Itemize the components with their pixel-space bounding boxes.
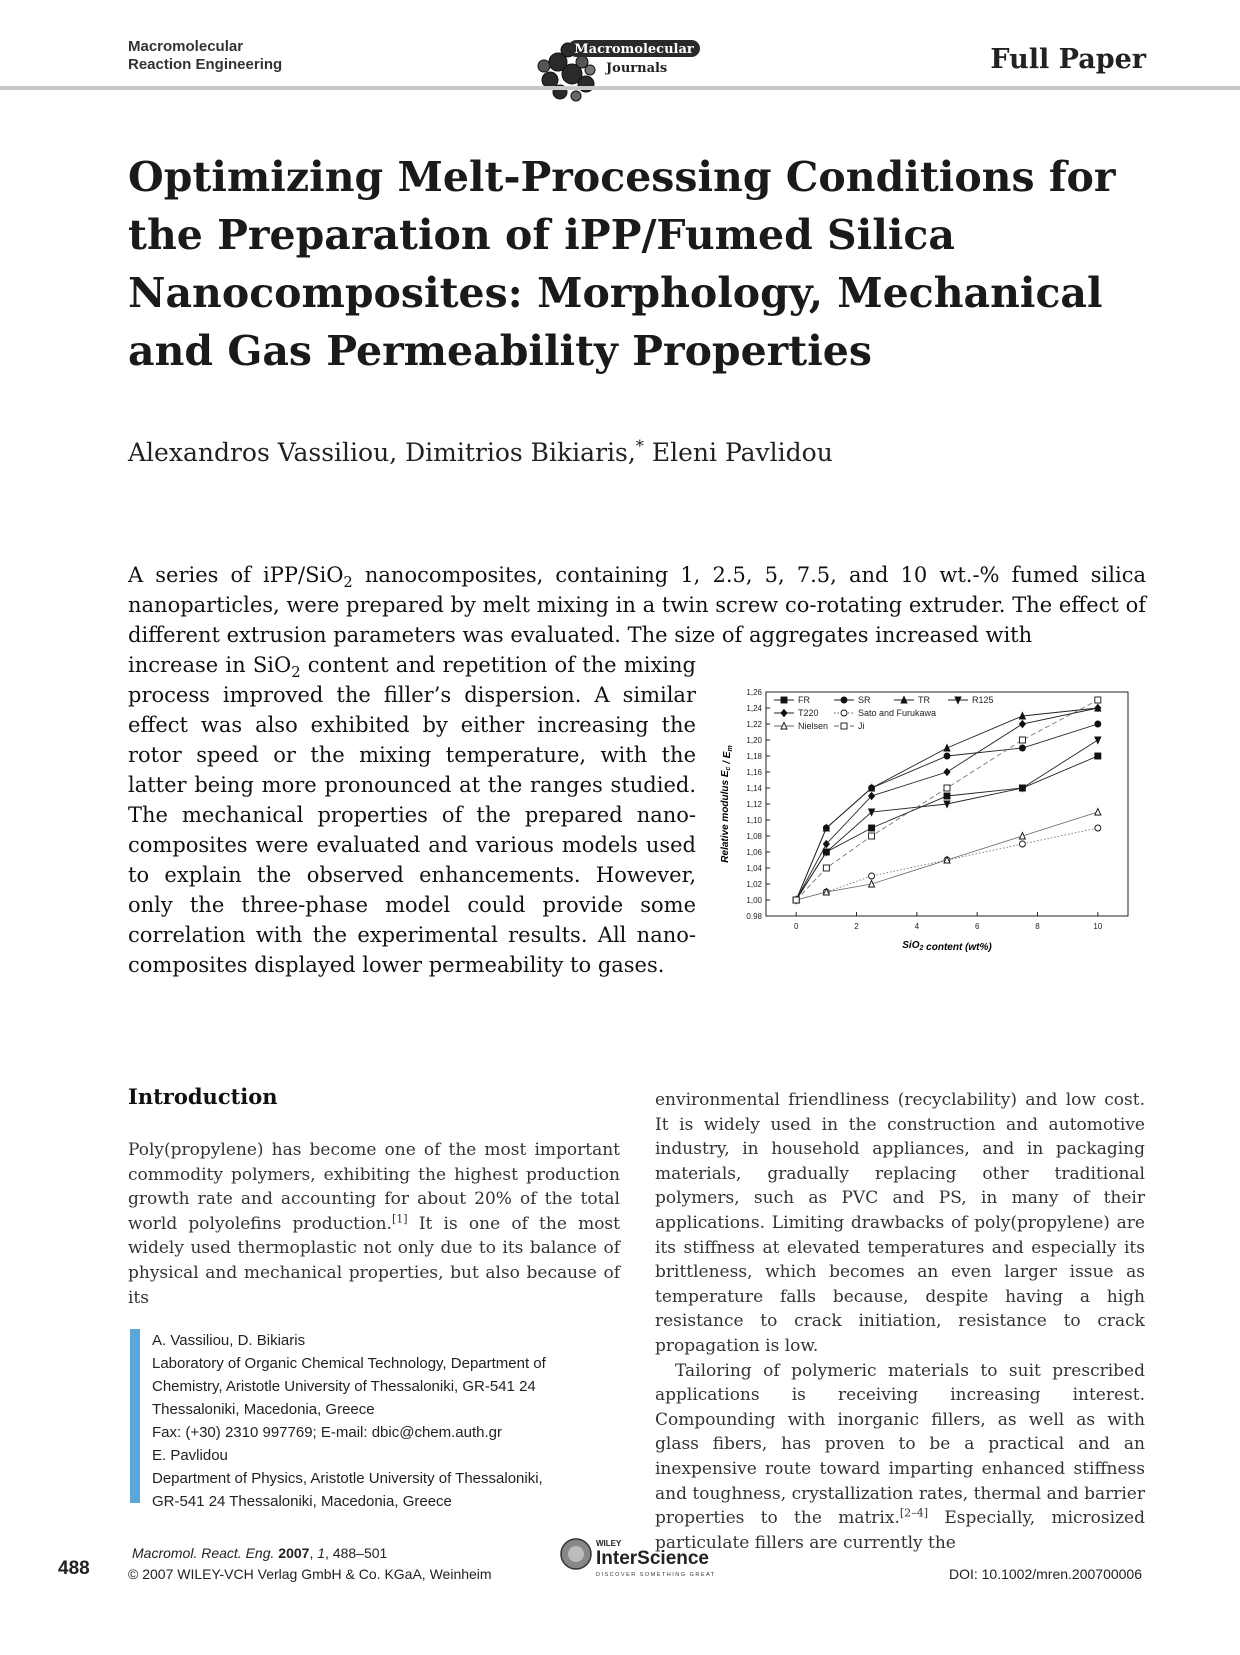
y-tick-label: 1,12 bbox=[746, 800, 762, 809]
y-axis-label-part: / E bbox=[722, 751, 733, 767]
data-point bbox=[1095, 809, 1101, 816]
doi: DOI: 10.1002/mren.200700006 bbox=[948, 1566, 1142, 1582]
y-tick-label: 1,20 bbox=[746, 736, 762, 745]
x-axis-label-part: SiO bbox=[902, 940, 920, 951]
globe-icon bbox=[561, 1539, 591, 1569]
citation-pages: , 488–501 bbox=[325, 1545, 388, 1561]
citation-volume: 1 bbox=[317, 1545, 326, 1561]
data-point bbox=[944, 769, 950, 776]
x-axis bbox=[794, 912, 1103, 931]
author-bikiaris: Dimitrios Bikiaris, bbox=[405, 438, 636, 467]
data-point bbox=[1019, 745, 1025, 751]
y-tick-label: 1,10 bbox=[746, 816, 762, 825]
legend-label: R125 bbox=[972, 695, 994, 705]
author-list bbox=[128, 438, 833, 467]
section-heading-introduction: Introduction bbox=[128, 1084, 278, 1109]
citation-ref: [2–4] bbox=[899, 1506, 929, 1520]
y-tick-label: 1,06 bbox=[746, 848, 762, 857]
body-text: Especially, microsized particulate fillers are currently the bbox=[655, 1508, 1145, 1553]
body-text: It is one of the most widely used thermoplastic not only due to its balance of physical and mechanical properties, but also because of its bbox=[128, 1213, 620, 1308]
legend-label: FR bbox=[798, 695, 810, 705]
copyright-notice: © 2007 WILEY-VCH Verlag GmbH & Co. KGaA, Weinheim bbox=[128, 1566, 492, 1582]
affiliation-accent-bar bbox=[130, 1329, 140, 1503]
legend-label: TR bbox=[918, 695, 930, 705]
header-rule bbox=[0, 86, 1240, 90]
paragraph: environmental friendliness (recyclability) and low cost. It is widely used in the construction and automotive industry, in household appliances, and in packaging materials, gradually replacing other traditional polymers, such as PVC and PS, in many of their applications. Limiting drawbacks of poly(propylene) are its stiffness at elevated temperatures and especially its brittleness, which becomes an even larger issue as temperature falls because, despite having a high resistance to crack initiation, resistance to crack propagation is low. bbox=[655, 1090, 1145, 1356]
abstract-text: A series of iPP/SiO bbox=[128, 563, 344, 587]
relative-modulus-chart bbox=[718, 682, 1148, 972]
affiliation-line: E. Pavlidou bbox=[152, 1447, 228, 1464]
citation-ref: [1] bbox=[391, 1212, 408, 1226]
x-axis-label bbox=[902, 940, 992, 953]
affiliation-line: GR-541 24 Thessaloniki, Macedonia, Greece bbox=[152, 1493, 452, 1510]
body-text: Tailoring of polymeric materials to suit prescribed applications is receiving increasing interest. Compounding with inorganic fillers, as well as with glass fibers, has proven to be a practical and an inexpensive route toward imparting enhanced stiffness and toughness, crystallization rates, thermal and barrier properties to the matrix. bbox=[655, 1360, 1145, 1529]
affiliation-line: Laboratory of Organic Chemical Technology, Department of bbox=[152, 1355, 546, 1372]
data-point bbox=[1095, 825, 1101, 831]
x-tick-label: 8 bbox=[1035, 922, 1040, 931]
abstract-text: nanocomposites, containing 1, 2.5, 5, 7.5, and 10 wt.-% fumed silica nanoparticles, were prepared by melt mixing in a twin screw co-rotating extruder. The effect of different extrusion parameters was evaluated. The size of aggregates increased with bbox=[128, 563, 1146, 647]
affiliation-block bbox=[152, 1329, 622, 1513]
abstract-part-2 bbox=[128, 650, 696, 980]
series-layer bbox=[793, 697, 1101, 904]
legend-label: SR bbox=[858, 695, 871, 705]
intro-left-column bbox=[128, 1138, 620, 1310]
y-axis-label-part: c bbox=[725, 766, 732, 771]
data-point bbox=[869, 825, 875, 831]
series bbox=[793, 809, 1101, 904]
legend-marker bbox=[841, 697, 847, 703]
x-axis-label-part: content (wt%) bbox=[923, 942, 992, 953]
series bbox=[793, 825, 1101, 903]
journal-name bbox=[128, 38, 282, 74]
abstract-text: increase in SiO bbox=[128, 653, 292, 677]
legend-marker bbox=[781, 710, 787, 717]
author-vassiliou: Alexandros Vassiliou, bbox=[128, 438, 406, 467]
y-tick-label: 0.98 bbox=[746, 912, 762, 921]
legend-marker bbox=[841, 710, 847, 716]
legend-marker bbox=[781, 697, 787, 703]
page-number: 488 bbox=[58, 1558, 90, 1579]
logo-text-line1: Macromolecular bbox=[574, 42, 694, 57]
y-tick-label: 1,16 bbox=[746, 768, 762, 777]
series-line bbox=[796, 740, 1098, 900]
legend-label: Sato and Furukawa bbox=[858, 708, 937, 718]
y-tick-label: 1,14 bbox=[746, 784, 762, 793]
series bbox=[793, 737, 1101, 904]
x-tick-label: 10 bbox=[1093, 922, 1103, 931]
x-tick-label: 4 bbox=[914, 922, 920, 931]
data-point bbox=[869, 833, 875, 839]
journal-name-line1: Macromolecular bbox=[128, 38, 244, 55]
data-point bbox=[1095, 753, 1101, 759]
logo-text-line2: Journals bbox=[606, 61, 668, 76]
affiliation-line: A. Vassiliou, D. Bikiaris bbox=[152, 1332, 306, 1349]
subscript: 2 bbox=[343, 574, 353, 592]
subscript: 2 bbox=[291, 664, 301, 682]
x-tick-label: 2 bbox=[854, 922, 859, 931]
data-point bbox=[1019, 841, 1025, 847]
data-point bbox=[793, 897, 799, 903]
interscience-wordmark: InterScience bbox=[596, 1548, 709, 1569]
x-axis-label-part: 2 bbox=[919, 945, 924, 952]
data-point bbox=[869, 873, 875, 879]
data-point bbox=[823, 865, 829, 871]
author-pavlidou: Eleni Pavlidou bbox=[643, 438, 833, 467]
body-text: Poly(propylene) has become one of the most important commodity polymers, exhibiting the highest production growth rate and accounting for about 20% of the total world polyolefins production. bbox=[128, 1140, 620, 1234]
y-tick-label: 1,26 bbox=[746, 688, 762, 697]
affiliation-line: Thessaloniki, Macedonia, Greece bbox=[152, 1401, 375, 1418]
wiley-wordmark: WILEY bbox=[596, 1539, 622, 1548]
y-tick-label: 1,04 bbox=[746, 864, 762, 873]
series-line bbox=[796, 700, 1098, 900]
interscience-tagline: DISCOVER SOMETHING GREAT bbox=[596, 1572, 716, 1578]
y-axis-label bbox=[720, 745, 734, 862]
legend-marker bbox=[841, 723, 847, 729]
series bbox=[793, 697, 1101, 903]
data-point bbox=[944, 785, 950, 791]
chart-legend bbox=[774, 695, 994, 731]
legend-label: T220 bbox=[798, 708, 819, 718]
data-point bbox=[944, 753, 950, 759]
y-tick-label: 1,00 bbox=[746, 896, 762, 905]
data-point bbox=[1095, 697, 1101, 703]
citation-year: 2007 bbox=[278, 1545, 310, 1561]
abstract-text: content and repetition of the mixing process improved the filler’s dispersion. A similar effect was also exhibited by either increasing the rotor speed or the mixing temperature, with the latter being more pronounced at the ranges studied. The mechanical properties of the prepared nano-composites were evaluated and various models used to explain the observed enhancements. However, only the three-phase model could provide some correlation with the experimental results. All nano-composites displayed lower permeability to gases. bbox=[128, 653, 696, 977]
paper-title: Optimizing Melt-Processing Conditions for the Preparation of iPP/Fumed Silica Nanocomposites: Morphology, Mechanical and Gas Permeability Properties bbox=[128, 153, 1116, 375]
y-tick-label: 1,18 bbox=[746, 752, 762, 761]
paragraph bbox=[655, 1359, 1145, 1556]
legend-label: Ji bbox=[858, 721, 865, 731]
journal-citation: Macromol. React. Eng. 2007, 1, 488–501 bbox=[132, 1545, 388, 1561]
data-point bbox=[944, 745, 950, 752]
data-point bbox=[1019, 721, 1025, 728]
y-tick-label: 1,22 bbox=[746, 720, 762, 729]
affiliation-line: Department of Physics, Aristotle University of Thessaloniki, bbox=[152, 1470, 543, 1487]
y-tick-label: 1,24 bbox=[746, 704, 762, 713]
y-tick-label: 1,02 bbox=[746, 880, 762, 889]
affiliation-line: Chemistry, Aristotle University of Thessaloniki, GR-541 24 bbox=[152, 1378, 536, 1395]
x-tick-label: 0 bbox=[793, 922, 799, 931]
intro-right-column bbox=[655, 1088, 1145, 1555]
data-point bbox=[869, 809, 875, 816]
y-axis-label-part: Relative modulus E bbox=[720, 770, 731, 863]
abstract-part-1 bbox=[128, 560, 1146, 650]
journal-name-line2: Reaction Engineering bbox=[128, 56, 283, 73]
y-axis-label-part: m bbox=[727, 745, 734, 752]
data-point bbox=[1095, 737, 1101, 744]
y-tick-label: 1,08 bbox=[746, 832, 762, 841]
macromolecular-journals-logo bbox=[528, 22, 718, 104]
article-type: Full Paper bbox=[990, 44, 1146, 75]
wiley-interscience-logo bbox=[556, 1532, 736, 1584]
journal-abbrev: Macromol. React. Eng. bbox=[132, 1545, 275, 1561]
data-point bbox=[1095, 721, 1101, 727]
data-point bbox=[944, 793, 950, 799]
legend-label: Nielsen bbox=[798, 721, 829, 731]
affiliation-contact: Fax: (+30) 2310 997769; E-mail: dbic@chem.auth.gr bbox=[152, 1424, 502, 1441]
x-tick-label: 6 bbox=[974, 922, 980, 931]
data-point bbox=[1019, 737, 1025, 743]
corresponding-author-mark: * bbox=[635, 436, 644, 456]
